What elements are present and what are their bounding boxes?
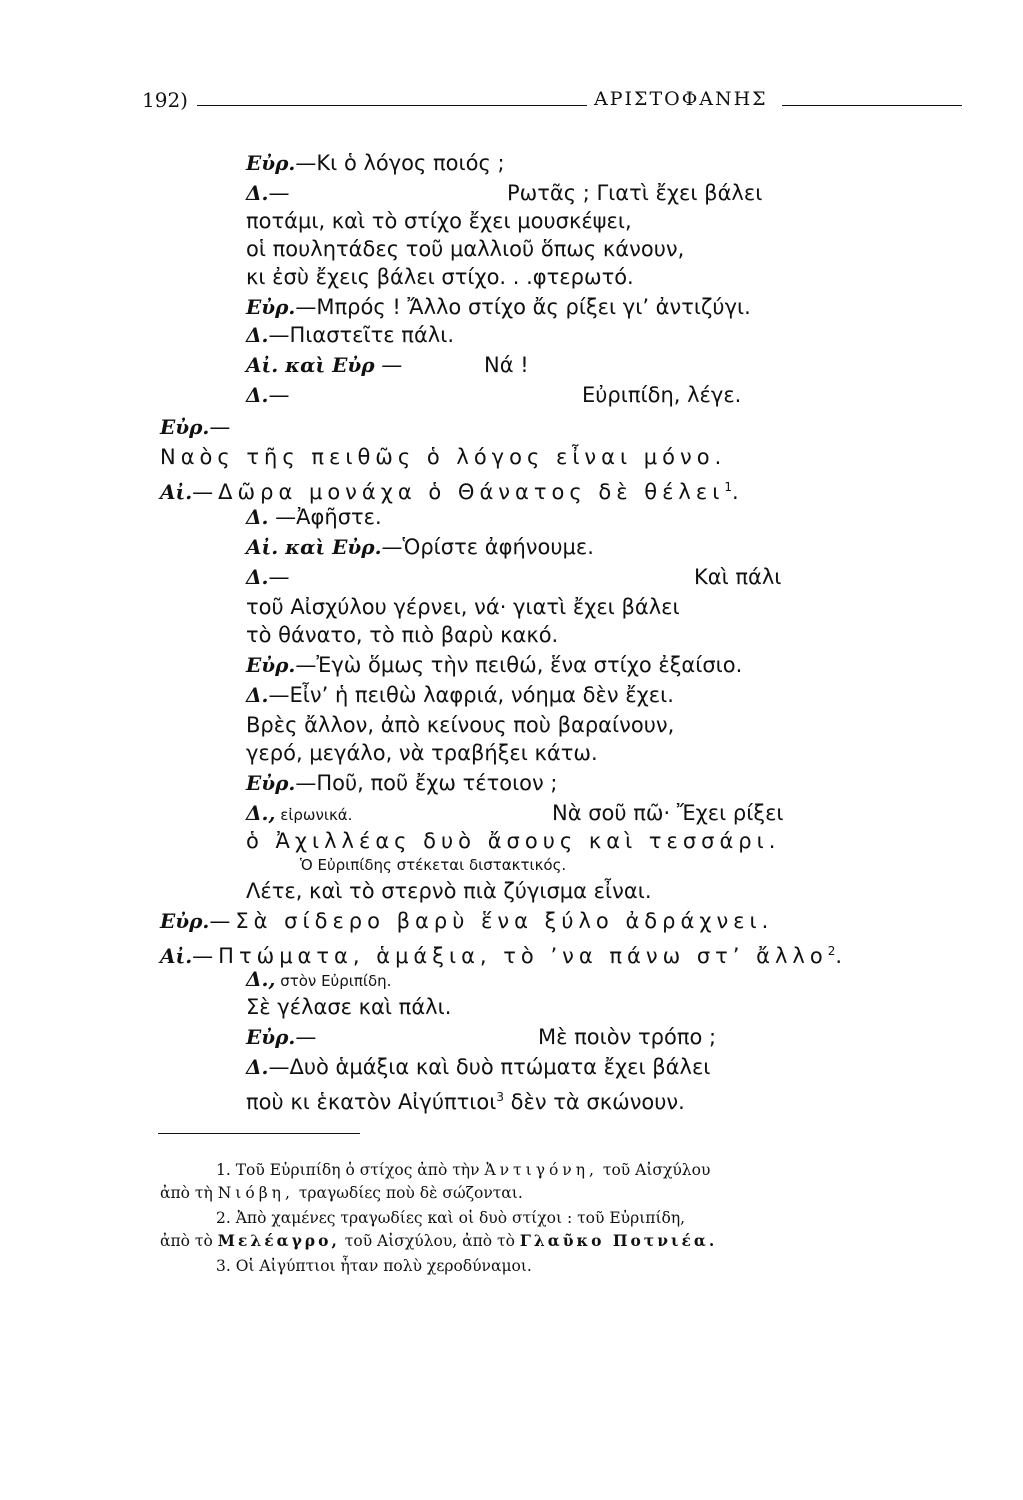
line-30: Σὲ γέλασε καὶ πάλι. xyxy=(246,995,452,1019)
footnote-2: 2. Ἀπὸ χαμένες τραγωδίες καὶ οἱ δυὸ στίχοι : τοῦ Εὐριπίδη, xyxy=(216,1209,686,1227)
header-rule-left xyxy=(197,105,587,106)
footnote-1: 1. Τοῦ Εὐριπίδη ὁ στίχος ἀπὸ τὴν Ἀντιγόνη, τοῦ Αἰσχύλου xyxy=(216,1161,711,1179)
line-12: Αἰ.—Δῶρα μονάχα ὁ Θάνατος δὲ θέλει$^1$. xyxy=(160,480,739,504)
line-7: Δ.—Πιαστεῖτε πάλι. xyxy=(246,323,454,347)
line-19: Δ.—Εἶν’ ἡ πειθὼ λαφριά, νόημα δὲν ἔχει. xyxy=(246,683,674,707)
line-32: Δ.—Δυὸ ἁμάξια καὶ δυὸ πτώματα ἔχει βάλει xyxy=(246,1055,711,1079)
footnote-2-cont: ἀπὸ τὸ Μελέαγρο, τοῦ Αἰσχύλου, ἀπὸ τὸ Γλαῦκο Ποτνιέα. xyxy=(160,1231,718,1250)
line-28: Αἰ.—Πτώματα, ἁμάξια, τὸ ’να πάνω στ’ ἄλλο$^2$. xyxy=(160,944,843,968)
footnote-1-cont: ἀπὸ τὴ Νιόβη, τραγωδίες ποὺ δὲ σώζονται. xyxy=(160,1184,523,1202)
line-29: Δ., στὸν Εὐριπίδη. xyxy=(246,967,392,991)
line-5: κι ἐσὺ ἔχεις βάλει στίχο. . .φτερωτό. xyxy=(246,265,634,289)
line-21: γερό, μεγάλο, νὰ τραβήξει κάτω. xyxy=(246,741,598,765)
line-16: τοῦ Αἰσχύλου γέρνει, νά· γιατὶ ἔχει βάλει xyxy=(246,595,680,619)
line-10: Εὐρ.— xyxy=(160,415,231,439)
line-15: Δ.— Καὶ πάλι xyxy=(246,565,782,589)
line-31: Εὐρ.— Μὲ ποιὸν τρόπο ; xyxy=(246,1025,717,1049)
header-rule-right xyxy=(782,105,962,106)
line-1: Εὐρ.—Κι ὁ λόγος ποιός ; xyxy=(246,151,505,175)
line-8: Αἰ. καὶ Εὐρ — Νά ! xyxy=(246,353,529,377)
line-2: Δ.— Ρωτᾶς ; Γιατὶ ἔχει βάλει xyxy=(246,181,763,205)
line-33: ποὺ κι ἑκατὸν Αἰγύπτιοι$^3$ δὲν τὰ σκώνουν. xyxy=(246,1090,685,1114)
line-18: Εὐρ.—Ἐγὼ ὅμως τὴν πειθώ, ἕνα στίχο ἐξαίσιο. xyxy=(246,653,743,677)
line-26: Λέτε, καὶ τὸ στερνὸ πιὰ ζύγισμα εἶναι. xyxy=(246,879,652,903)
running-header xyxy=(142,88,962,118)
line-3: ποτάμι, καὶ τὸ στίχο ἔχει μουσκέψει, xyxy=(246,209,632,233)
line-24: ὁ Ἀχιλλέας δυὸ ἄσους καὶ τεσσάρι. xyxy=(246,829,781,853)
footnote-3: 3. Οἱ Αἰγύπτιοι ἦταν πολὺ χεροδύναμοι. xyxy=(216,1257,532,1275)
stage-direction: Ὁ Εὐριπίδης στέκεται διστακτικός. xyxy=(300,856,567,874)
line-6: Εὐρ.—Μπρός ! Ἄλλο στίχο ἄς ρίξει γι’ ἀντιζύγι. xyxy=(246,295,751,319)
line-4: οἱ πουλητάδες τοῦ μαλλιοῦ ὅπως κάνουν, xyxy=(246,237,685,261)
line-14: Αἰ. καὶ Εὐρ.—Ὁρίστε ἀφήνουμε. xyxy=(246,535,594,559)
line-11: Ναὸς τῆς πειθῶς ὁ λόγος εἶναι μόνο. xyxy=(160,445,727,469)
line-9: Δ.— Εὐριπίδη, λέγε. xyxy=(246,383,742,407)
page-number: 192) xyxy=(142,88,188,112)
line-17: τὸ θάνατο, τὸ πιὸ βαρὺ κακό. xyxy=(246,623,559,647)
footnote-rule xyxy=(158,1133,360,1134)
line-13: Δ. —Ἀφῆστε. xyxy=(246,505,382,529)
line-23: Δ., εἰρωνικά. Νὰ σοῦ πῶ· Ἔχει ρίξει xyxy=(246,801,784,825)
line-22: Εὐρ.—Ποῦ, ποῦ ἔχω τέτοιον ; xyxy=(246,771,558,795)
running-title: ΑΡΙΣΤΟΦΑΝΗΣ xyxy=(594,88,768,110)
line-20: Βρὲς ἄλλον, ἀπὸ κείνους ποὺ βαραίνουν, xyxy=(246,713,675,737)
line-27: Εὐρ.—Σὰ σίδερο βαρὺ ἕνα ξύλο ἀδράχνει. xyxy=(160,909,774,933)
